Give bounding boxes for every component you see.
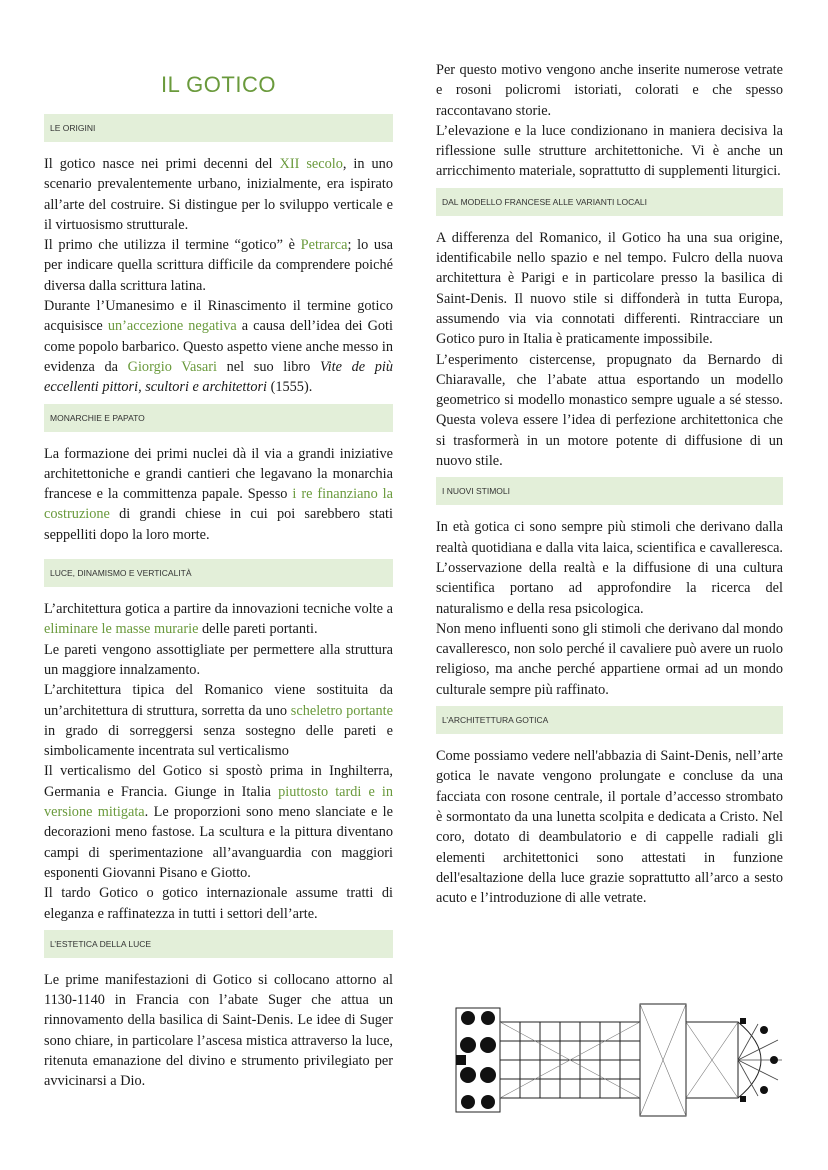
paragraph: Il tardo Gotico o gotico internazionale assume tratti di eleganza e raffinatezza in tutti i settori dell’arte. [44, 885, 393, 922]
section-heading-origini: LE ORIGINI [44, 114, 393, 142]
highlight: piuttosto tardi e in versione mitigata [44, 783, 393, 821]
highlight: XII secolo [279, 156, 343, 172]
book-title: Vite de più eccellenti pittori, scultori e architettori [44, 358, 393, 396]
left-column [44, 0, 393, 1092]
section-heading-modello: DAL MODELLO FRANCESE ALLE VARIANTI LOCALI [436, 188, 783, 216]
section-heading-estetica: L’ESTETICA DELLA LUCE [44, 930, 393, 958]
church-floor-plan-icon [448, 1000, 788, 1120]
highlight: i re finanziano la costruzione [44, 486, 393, 523]
paragraph: Durante l’Umanesimo e il Rinascimento il termine gotico acquisisce un’accezione negativa a causa dell’idea dei Goti come popolo barbarico. Questo aspetto viene anche messo in evidenza da Giorgio Vasari nel suo libro Vite de più eccellenti pittori, scultori e architettori (1555). [44, 298, 393, 396]
highlight: scheletro portante [290, 702, 393, 719]
paragraph: Non meno influenti sono gli stimoli che derivano dal mondo cavalleresco, non solo perché il cavaliere può avere un ruolo religioso, ma anche perché appartiene ormai ad un mondo culturale sempre più raffinato. [436, 620, 783, 698]
paragraph: Le pareti vengono assottigliate per permettere alla struttura un maggiore innalzamento. [44, 641, 393, 678]
paragraph: Per questo motivo vengono anche inserite numerose vetrate e rosoni policromi istoriati, colorati e che spesso raccontavano storie. [436, 62, 783, 119]
paragraph: A differenza del Romanico, il Gotico ha una sua origine, identificabile nello spazio e nel tempo. Fulcro della nuova architettura è Parigi e in particolare presso la basilica di Saint-Denis. Il nuovo stile si diffonderà in tutta Europa, assumendo via via connotati differenti. Rintracciare un Gotico puro in Italia è praticamente impossibile. [436, 229, 783, 348]
paragraph: Il verticalismo del Gotico si spostò prima in Inghilterra, Germania e Francia. Giunge in Italia piuttosto tardi e in versione mitigata. Le proporzioni sono meno slanciate e le decorazioni meno fastose. La scultura e la pittura diventano campi di sperimentazione all’avanguardia con maggiori esponenti Giovanni Pisano e Giotto. [44, 763, 394, 881]
highlight: Giorgio Vasari [127, 358, 217, 375]
paragraph: L’elevazione e la luce condizionano in maniera decisiva la riflessione sulle strutture architettoniche. Vi è anche un arricchimento materiale, soprattutto di supplementi liturgici. [436, 122, 783, 180]
section-heading-monarchie: MONARCHIE E PAPATO [44, 404, 393, 432]
highlight: eliminare le masse murarie [44, 621, 199, 638]
page-title: IL GOTICO [161, 72, 276, 97]
paragraph: In età gotica ci sono sempre più stimoli che derivano dalla realtà quotidiana e dalla vita laica, scientifica e cavalleresca. L’osservazione della realtà e la diffusione di una cultura scientifica portano ad approfondire la ricerca del naturalismo e della resa psicologica. [436, 519, 783, 617]
paragraph: L’architettura tipica del Romanico viene sostituita da un’architettura di struttura, sorretta da uno scheletro portante in grado di sorreggersi senza sostegno delle pareti e simbolicamente incentrata sul verticalismo [44, 682, 393, 760]
section-heading-architettura: L’ARCHITETTURA GOTICA [436, 706, 783, 734]
paragraph: Come possiamo vedere nell'abbazia di Saint-Denis, nell’arte gotica le navate vengono prolungate e concluse da una facciata con rosone centrale, il portale d’accesso strombato è sormontato da una lunetta scolpita e dedicata a Cristo. Nel coro, dotato di deambulatorio e di cappelle radiali gli elementi architettonici sono attestati in funzione dell'esaltazione della luce grazie soprattutto all’arco a sesto acuto e l’introduzione di alle vetrate. [436, 748, 783, 907]
right-column [436, 0, 783, 908]
section-heading-stimoli: I NUOVI STIMOLI [436, 477, 783, 505]
paragraph: L’architettura gotica a partire da innovazioni tecniche volte a eliminare le masse murarie delle pareti portanti. [44, 601, 393, 638]
highlight: un’accezione negativa [107, 318, 237, 335]
section-heading-luce: LUCE, DINAMISMO E VERTICALITÀ [44, 559, 393, 587]
highlight: Petrarca [300, 237, 348, 254]
paragraph: Le prime manifestazioni di Gotico si collocano attorno al 1130-1140 in Francia con l’abate Suger che attua un rinnovamento della basilica di Saint-Denis. Le idee di Suger sono chiare, in particolare l’ascesa mistica attraverso la luce, ritenuta emanazione del divino e strumento privilegiato per avvicinarsi a Dio. [44, 971, 393, 1090]
paragraph: La formazione dei primi nuclei dà il via a grandi iniziative architettoniche e grandi cantieri che legavano la monarchia francese e la committenza papale. Spesso i re finanziano la costruzione di grandi chiese in cui poi sarebbero stati seppelliti dopo la loro morte. [44, 445, 393, 543]
paragraph: Il primo che utilizza il termine “gotico” è Petrarca; lo usa per indicare quella scrittura difficile da comprendere poiché diversa dalla scrittura latina. [44, 237, 393, 294]
paragraph: L’esperimento cistercense, propugnato da Bernardo di Chiaravalle, che l’abate attua esportando un modello geometrico si modello monastico sempre uguale a sé stesso. Questa voleva essere l’idea di perfezione architettonica che si trasformerà in un motore potente di diffusione di un nuovo stile. [436, 351, 783, 470]
paragraph: Il gotico nasce nei primi decenni del XII secolo, in uno scenario prevalentemente urbano, inizialmente, era ispirato all’arte del costruire. Si distingue per lo sviluppo verticale e il virtuosismo strutturale. [44, 156, 393, 233]
